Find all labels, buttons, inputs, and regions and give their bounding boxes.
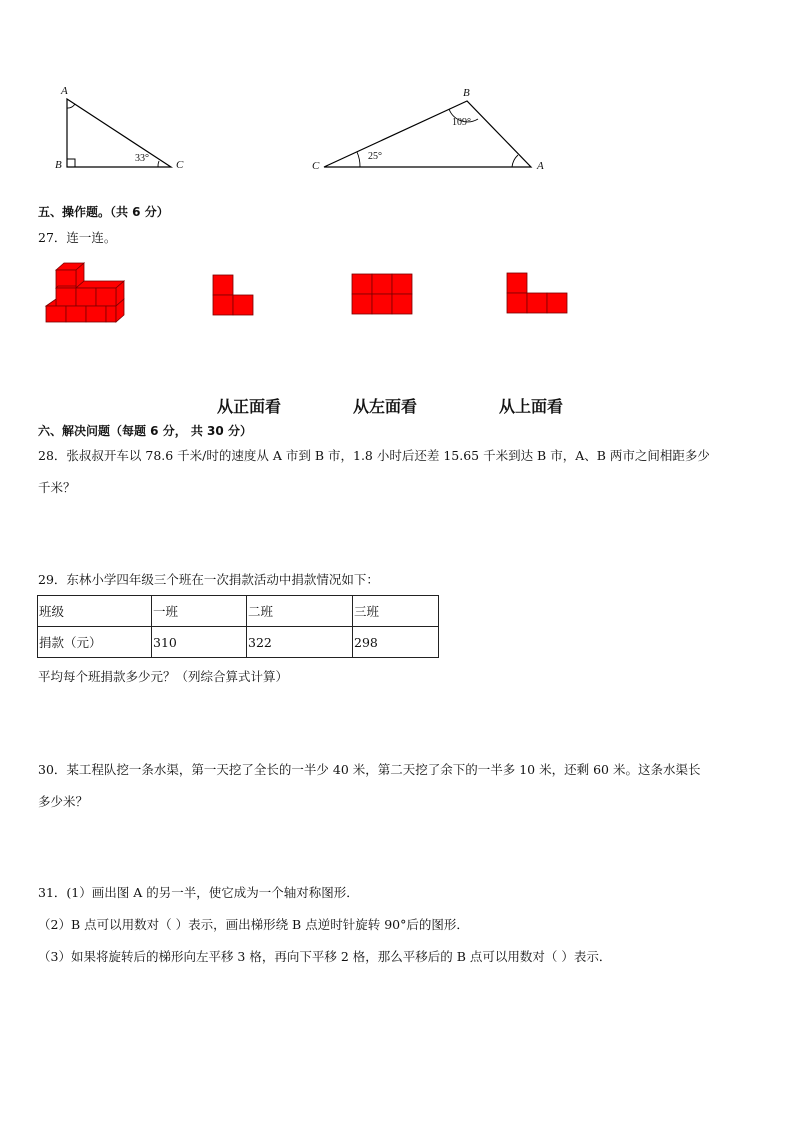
- question-30-line2: 多少米？: [38, 794, 89, 809]
- table-cell: 298: [353, 627, 439, 658]
- table-header-row: [38, 596, 439, 627]
- triangle-figures: [0, 0, 794, 180]
- cube-solid-3d: [44, 260, 126, 324]
- vertex-label-a-right: A: [537, 160, 544, 172]
- question-28-line1: 28．张叔叔开车以 78.6 千米/时的速度从 A 市到 B 市，1.8 小时后还差 15.65 千米到达 B 市，A、B 两市之间相距多少: [38, 448, 710, 463]
- section-6-title: 六、解决问题（每题 6 分， 共 30 分）: [38, 424, 252, 438]
- question-31-part2: （2）B 点可以用数对（ ）表示，画出梯形绕 B 点逆时针旋转 90°后的图形．: [38, 917, 469, 932]
- table-header-cell: 一班: [152, 596, 247, 627]
- view-label-left: 从左面看: [353, 397, 418, 416]
- donation-table: [37, 595, 439, 658]
- table-header-cell: 三班: [353, 596, 439, 627]
- question-31-part3: （3）如果将旋转后的梯形向左平移 3 格，再向下平移 2 格，那么平移后的 B 点可以用数对（ ）表示．: [38, 949, 612, 964]
- table-row: [38, 627, 439, 658]
- question-28-line2: 千米？: [38, 480, 76, 495]
- question-29-question: 平均每个班捐款多少元？（列综合算式计算）: [38, 669, 289, 684]
- view-shape-long-l: [506, 272, 568, 314]
- vertex-label-c-right: C: [312, 160, 320, 172]
- table-cell: 322: [247, 627, 353, 658]
- vertex-label-b-left: B: [55, 159, 62, 171]
- question-31-part1: 31．(1）画出图 A 的另一半，使它成为一个轴对称图形．: [38, 885, 359, 900]
- question-27: 27．连一连。: [38, 230, 117, 245]
- question-29-intro: 29．东林小学四年级三个班在一次捐款活动中捐款情况如下：: [38, 572, 379, 587]
- vertex-label-c-left: C: [176, 159, 184, 171]
- angle-label-109: 109°: [452, 117, 471, 128]
- table-header-cell: 班级: [38, 596, 152, 627]
- vertex-label-a-left: A: [61, 85, 68, 97]
- view-shape-grid: [351, 273, 413, 315]
- angle-label-33: 33°: [135, 153, 149, 164]
- view-shape-l: [212, 274, 256, 316]
- view-label-top: 从上面看: [499, 397, 564, 416]
- question-30-line1: 30．某工程队挖一条水渠，第一天挖了全长的一半少 40 米，第二天挖了余下的一半多 10 米，还剩 60 米。这条水渠长: [38, 762, 701, 777]
- obtuse-triangle-bca: [324, 101, 531, 167]
- right-triangle-abc: [67, 99, 171, 167]
- table-header-cell: 二班: [247, 596, 353, 627]
- section-5-title: 五、操作题。（共 6 分）: [38, 205, 169, 219]
- table-cell: 捐款（元）: [38, 627, 152, 658]
- vertex-label-b-right: B: [463, 87, 470, 99]
- table-cell: 310: [152, 627, 247, 658]
- angle-label-25: 25°: [368, 151, 382, 162]
- view-label-front: 从正面看: [217, 397, 282, 416]
